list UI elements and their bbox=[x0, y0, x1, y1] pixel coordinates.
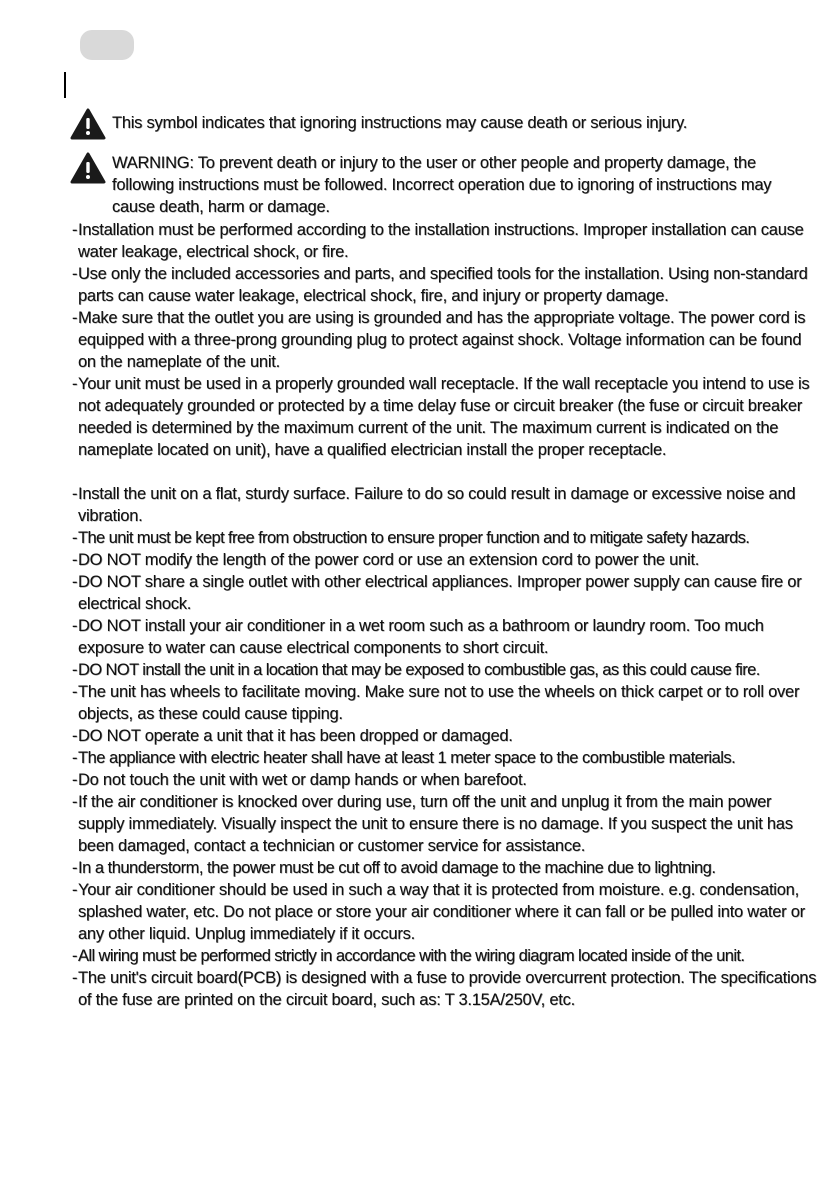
list-item: - DO NOT install the unit in a location that may be exposed to combustible gas, as this could cause fire. bbox=[72, 661, 760, 679]
list-item: - The unit's circuit board(PCB) is designed with a fuse to provide overcurrent protection. The specifications of the fuse are printed on the circuit board, such as: T 3.15A/250V, etc. bbox=[72, 969, 817, 1009]
list-item: - Your air conditioner should be used in such a way that it is protected from moisture. e.g. condensation, splashed water, etc. Do not place or store your air conditioner where it can fall or be pulled into water or any other liquid. Unplug immediately if it occurs. bbox=[72, 881, 805, 943]
symbol-note-text: This symbol indicates that ignoring instructions may cause death or serious injury. bbox=[112, 114, 688, 132]
list-item: - All wiring must be performed strictly in accordance with the wiring diagram located inside of the unit. bbox=[72, 947, 745, 965]
list-item: - Your unit must be used in a properly grounded wall receptacle. If the wall receptacle you intend to use is not adequately grounded or protected by a time delay fuse or circuit breaker (the fuse or circuit breaker needed is determined by the maximum current of the unit. The maximum current is indicated on the nameplate located on unit), have a qualified electrician install the proper receptacle. bbox=[72, 375, 810, 459]
list-item: - In a thunderstorm, the power must be cut off to avoid damage to the machine due to lightning. bbox=[72, 859, 716, 877]
list-item: - The appliance with electric heater shall have at least 1 meter space to the combustible materials. bbox=[72, 749, 736, 767]
list-item: - DO NOT operate a unit that it has been dropped or damaged. bbox=[72, 727, 513, 745]
warning-triangle-icon bbox=[70, 152, 106, 184]
list-item: - If the air conditioner is knocked over during use, turn off the unit and unplug it from the main power supply immediately. Visually inspect the unit to ensure there is no damage. If you suspect the unit has been damaged, contact a technician or customer service for assistance. bbox=[72, 793, 793, 855]
list-item: - DO NOT install your air conditioner in a wet room such as a bathroom or laundry room. Too much exposure to water can cause electrical components to short circuit. bbox=[72, 617, 764, 657]
list-item: - The unit must be kept free from obstruction to ensure proper function and to mitigate safety hazards. bbox=[72, 529, 750, 547]
list-item: - The unit has wheels to facilitate moving. Make sure not to use the wheels on thick carpet or to roll over objects, as these could cause tipping. bbox=[72, 683, 800, 723]
list-item: - DO NOT share a single outlet with other electrical appliances. Improper power supply can cause fire or electrical shock. bbox=[72, 573, 802, 613]
list-item: - Use only the included accessories and parts, and specified tools for the installation. Using non-standard parts can cause water leakage, electrical shock, fire, and injury or property damage. bbox=[72, 265, 808, 305]
margin-bar bbox=[64, 72, 66, 98]
list-item: - Installation must be performed according to the installation instructions. Improper installation can cause water leakage, electrical shock, or fire. bbox=[72, 221, 804, 261]
warning-triangle-icon bbox=[70, 108, 106, 140]
list-item: - DO NOT modify the length of the power cord or use an extension cord to power the unit. bbox=[72, 551, 700, 569]
list-item: - Make sure that the outlet you are using is grounded and has the appropriate voltage. The power cord is equipped with a three-prong grounding plug to protect against shock. Voltage information can be found on the nameplate of the unit. bbox=[72, 309, 806, 371]
list-item: - Install the unit on a flat, sturdy surface. Failure to do so could result in damage or excessive noise and vibration. bbox=[72, 485, 796, 525]
list-item: - Do not touch the unit with wet or damp hands or when barefoot. bbox=[72, 771, 527, 789]
warning-text: WARNING: To prevent death or injury to the user or other people and property damage, the following instructions must be followed. Incorrect operation due to ignoring of instructions may cause death, harm or damage. bbox=[112, 154, 772, 216]
page-tab-marker bbox=[80, 30, 134, 60]
